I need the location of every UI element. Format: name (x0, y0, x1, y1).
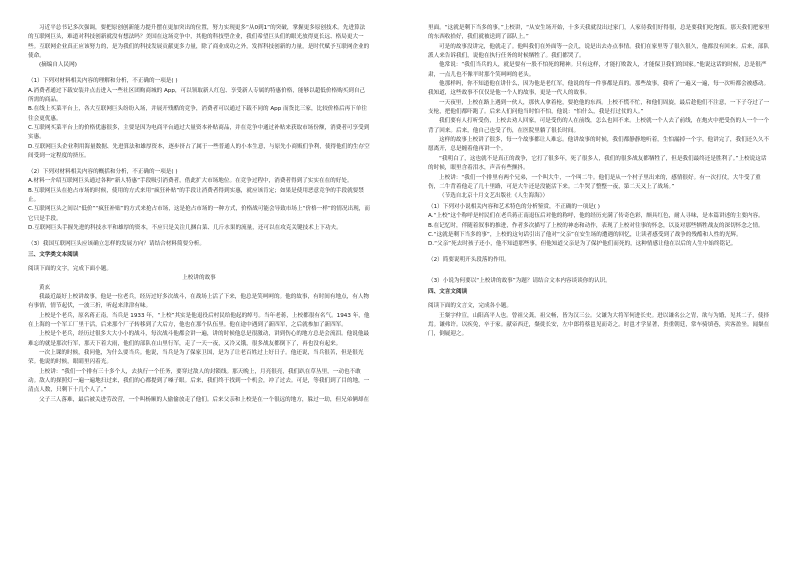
story-question-3-stem: （3）小说为何要以“上校讲的故事”为题？请结合文本内容谈谈你的认识。 (428, 278, 611, 285)
story-paragraph: 可是的故事没讲完，他就走了。他叫我们在外面等一会儿，说是出去办点事情。我们在家里等了很久很久，他都没有回来。后来，部队派人来告诉我们，说他在执行任务的时候牺牲了。我们都哭了。 (428, 43, 770, 60)
story-paragraph: 里面。“这就是剩下当多的事，”上校讲，“从安生场开始，十多天我就没出过家门，人家待我们好得很，总是要我们吃饱饭。那天我们把家里的东西收拾好，我们就被送到了部队上。” (428, 25, 770, 41)
intro-source: (摘编自人民网) (39, 62, 77, 69)
story-paragraph: 一次上课的时候，我问他，为什么要当兵。他说，当兵是为了保家卫国，是为了让老百姓过上好日子。他还说，当兵很苦，但是很光荣。他说的时候，眼睛里闪着光。 (28, 350, 364, 366)
question-2-option-d: D.互联网巨头手握先进的科技水平和雄厚的资本，不应只是关注几捆白菜、几斤水果的流量，还可以在攻克关键技术上下功夫。 (28, 224, 342, 231)
story-question-1-option-c: C.“这就是剩下当多的事”，上校的这句话引出了他对“父亲”在安生场的遭遇的回忆，让读者感受到了战争的残酷和人性的光辉。 (428, 232, 742, 239)
question-3-stem: （3）我国互联网巨头应该确立怎样的发展方向？请结合材料简要分析。 (28, 240, 205, 247)
story-paragraph: 上校讲：“我们一个排里有两个兄弟，一个叫大牛，一个叫二牛。他们是从一个村子里出来的，感情很好。有一次打仗，大牛受了重伤，二牛背着他走了几十里路，可是大牛还是没能活下来。二牛哭了整整一夜，第二天又上了战场。” (428, 174, 761, 190)
story-question-1-option-a: A.“上校”这个称呼是村民们在老兵蒋正南退伍后对他的称呼，他的经历充满了传奇色彩，颇具红色，耐人寻味，是本篇讲述的主要内容。 (428, 213, 764, 220)
question-1-option-a: A.消费者通过下载安装并点击进入一些社区团购商城的 App，可以领取新人红包、享受新人专属的特惠价格，能够以超低价格购买到自己所需的商品。 (28, 87, 366, 103)
story-author: 黄玄 (39, 284, 51, 291)
story-paragraph: 他那样吗，你不知道他在讲什么，因为他是老红军，他说的每一件事都是真的。那些故事，我听了一遍又一遍，每一次听都会被感动。我知道，这些故事不仅仅是他一个人的故事，更是一代人的故事。 (428, 81, 770, 97)
classical-passage: 王粲字仲宣，山阳高平人也。曾祖父龚，祖父畅，皆为汉三公。父谦为大将军何进长史。进以谦名公之胄，欲与为婚，见其二子，使择焉。谦弗许。以疾免，卒于家。献帝西迁，粲徙长安，左中郎将蔡邕见而奇之。时邕才学显著，贵重朝廷，常车骑填巷，宾客盈坐。闻粲在门，倒屣迎之。 (428, 312, 770, 338)
story-question-1-stem: （1）下列对小说相关内容和艺术特色的分析鉴赏，不正确的一项是( ) (428, 204, 600, 211)
story-paragraph: “我明白了，这也就不是真正的战争，它打了很多年，死了很多人，我们的很多战友都牺牲了，但是我们最终还是胜利了。”上校说这话的时候，眼里含着泪水，声音有些颤抖。 (428, 155, 767, 172)
story-source: （节选自北京十月文艺出版社《人生海海》） (439, 193, 549, 200)
left-column (28, 24, 370, 550)
story-paragraph: 这样的故事上校讲了很多，每一个故事都让人难忘。他讲故事的时候，我们都静静地听着，生怕漏掉一个字。他讲完了，我们还久久不愿离开，总是缠着他再讲一个。 (428, 137, 770, 153)
question-1-option-d: D.互联网巨头企业利用海量数据、先进算法和雄厚资本，逐步挤占了属于一些普通人的小本生意，与原先小商贩们争利，使得他们的生存空间受到一定程度的挤压。 (28, 143, 370, 159)
story-paragraph: 他常说：“我们当兵的人，就是要有一股不怕死的精神。只有这样，才能打败敌人，才能保卫我们的国家。”他说这话的时候，总是很严肃，一点儿也不像平时那个笑呵呵的老头。 (428, 62, 767, 78)
story-paragraph: 上校讲：“我们一个排有三十多个人，去执行一个任务，要穿过敌人的封锁线。那天晚上，月亮很亮，我们趴在草丛里，一动也不敢动。敌人的探照灯一遍一遍地扫过来，我们的心都提到了嗓子眼。后来，我们终于找到一个机会，冲了过去。可是，等我们到了目的地，一清点人数，只剩下十几个人了。” (28, 368, 370, 394)
question-2-option-b: B.互联网巨头在抢占市场的时候，使用的方式来用“疯狂补贴”的手段让消费者得到实惠，就应该肯定；如果是使用恶意竞争的手段就要禁止。 (28, 187, 364, 203)
section-4-instruction: 阅读下面的文言文，完成各小题。 (428, 303, 512, 310)
section-4-heading: 四、文言文阅读 (428, 288, 468, 295)
intro-paragraph: 习近平总书记多次强调，要把原创创新能力提升摆在更加突出的位置，努力实现更多“从0到1”的突破，掌握更多原创技术。先进算法的互联网巨头，难道对科技创新就没有想法吗？美国在这场竞争中，其他的科技型企业，我们希望巨头们的眼光放得更长远、格局更大一些。互联网企业真正应该努力的，是为我们的科技发展贡献更多力量，除了商业成功之外，发挥科技创新的力量，是时代赋予互联网企业的使命。 (28, 25, 370, 60)
story-paragraph: 上校是个老兵，经历过很多大大小小的战斗，每次战斗他都会讲一遍，讲的时候他总是很激动，讲到伤心的地方总是会流泪。他说他最难忘的就是那次行军，那天下着大雨，他们的部队在山里行军，走了一天一夜，又冷又饿，很多战友都倒下了，再也没有起来。 (28, 331, 370, 347)
question-1-option-b: B.在线上买菜平台上，各大互联网巨头纷纷入场，并展开残酷的竞争，消费者可以通过下载不同的 App 而货比三家，比较价格后再下单往往会更优惠。 (28, 106, 367, 122)
story-question-2-stem: （2）简要说明开头段落的作用。 (428, 257, 510, 264)
section-3-instruction: 阅读下面的文字，完成下面小题。 (28, 265, 112, 272)
story-title: 上校讲的故事 (182, 275, 216, 282)
question-1-stem: （1）下列对材料相关内容的理解和分析，不正确的一项是( ) (28, 78, 178, 85)
story-paragraph: 一天夜里，上校在路上遇到一伙人，那伙人拿着枪，要抢他的东西。上校不慌不忙，和他们周旋，最后趁他们不注意，一下子夺过了一支枪，把他们都吓跑了。后来人们问他当时怕不怕，他说：“怕什么，我是打过仗的人。” (428, 99, 770, 116)
question-2-option-a: A.材料一介绍互联网巨头通过各种“新人特惠”手段吸引消费者，借此扩大市场地位。在竞争过程中，消费者得到了实实在在的好处。 (28, 178, 353, 185)
right-column (428, 24, 770, 550)
story-question-1-option-d: D.“父亲”死去时孩子还小，他不知道那些事，但他知道父亲是为了保护他们而死的，这种情感让他在以后的人生中始终铭记。 (428, 241, 737, 248)
story-question-1-option-b: B.在记忆时，伴随着叙事的推进，作者多次描写了上校的神态和动作，表现了上校对往事的怀念，以及对那些牺牲战友的深切怀念之情。 (428, 222, 764, 229)
story-paragraph: 上校是个老兵，原名蒋正南，当兵是 1933 年，“上校”其实是他退役后村民给他起的绰号。当年老蒋，上校都很有名气。1943 年，他在上海的一个军工厂里干活，后来那个厂子转移到了大后方，他也在那个队伍里。他在途中遇到了新四军，之后就参加了新四军。 (28, 312, 370, 328)
question-2-option-c: C.互联网巨头之间以“低价”“疯狂补贴”的方式来抢占市场，这是抢占市场的一种方式，价格战可能会导致市场上“价格一样”的情况出现，而它只是手段。 (28, 206, 370, 222)
question-2-stem: （2）下列对材料相关内容的概括和分析，不正确的一项是( ) (28, 168, 178, 175)
section-3-heading: 三、文学类文本阅读 (28, 251, 79, 258)
story-paragraph: 父子三人落难，最后被关进劳改营，一个叫杨顺的人偷偷放走了他们。后来父亲和上校是在一个很远的地方，躲过一劫，但兄弟俩却在 (39, 396, 370, 403)
story-paragraph: 我们要有人打听受伤，上校去劝人回家，可是受伤的人在前线，怎么也回不来。上校就一个人去了前线，在炮火中把受伤的人一个一个背了回来。后来，他自己也受了伤，在医院里躺了很长时间。 (428, 118, 770, 134)
story-paragraph: 我最近最好上校讲故事，他是一位老兵，经历过好多次战斗，在战场上活了下来，他总是笑呵呵的。他的故事，有时间有地点，有人物有事情，情节起伏，一波三折，听起来津津有味。 (28, 293, 370, 310)
question-1-option-c: C.互联网买菜平台上的价格优惠很多，主要是因为电商平台通过大量资本补贴商品，并在竞争中通过补贴来获取市场份额，消费者可享受到实惠。 (28, 124, 370, 141)
